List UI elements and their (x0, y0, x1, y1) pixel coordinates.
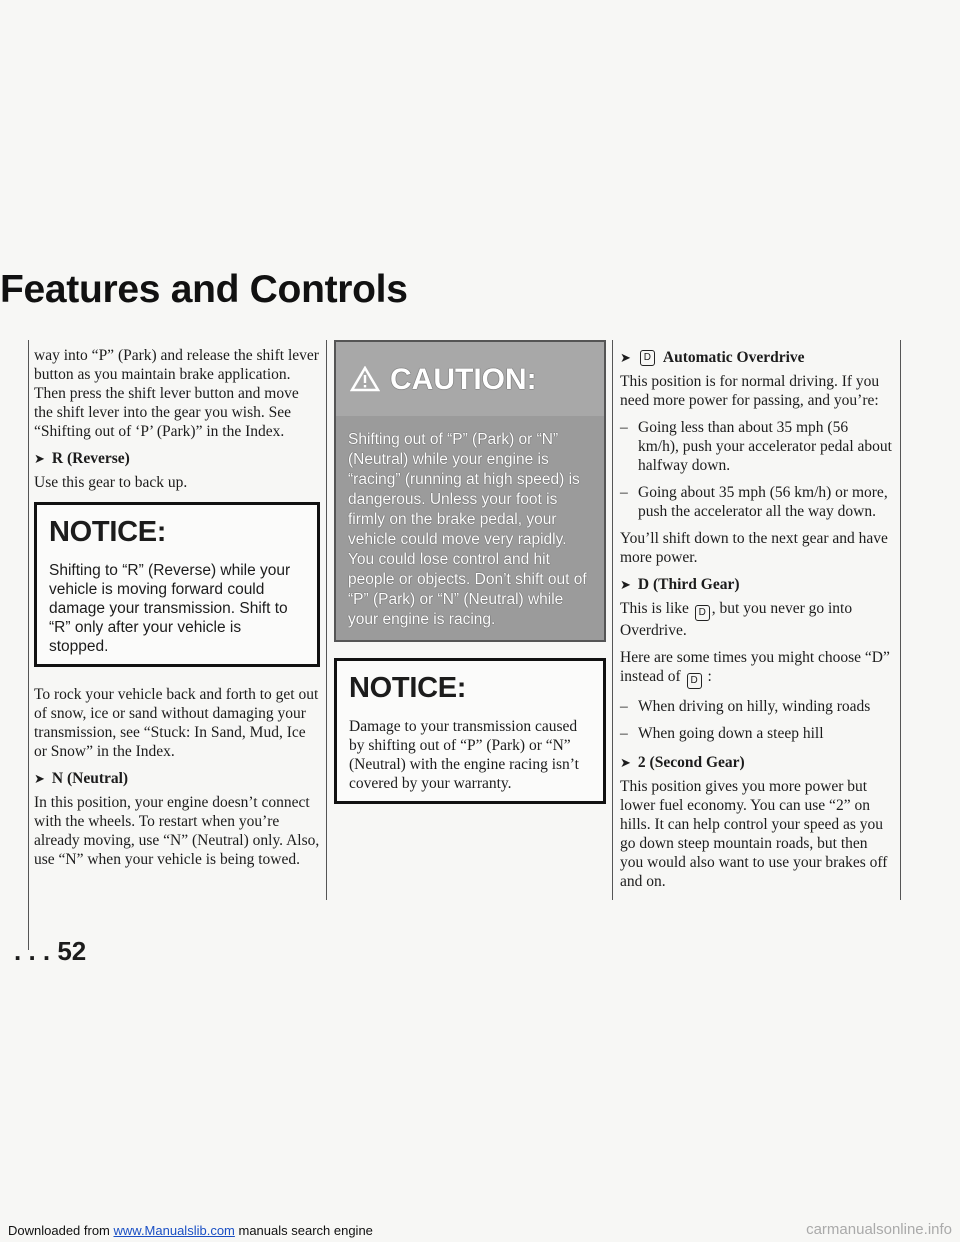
list-item (620, 483, 892, 521)
notice-text: Shifting to “R” (Reverse) while your vehicle is moving forward could damage your transmission. Shift to “R” only after your vehicle is stopped. (49, 562, 291, 655)
overdrive-text: This position is for normal driving. If you need more power for passing, and you’re: (620, 373, 880, 409)
list-item (620, 724, 892, 743)
caution-text: Shifting out of “P” (Park) or “N” (Neutral) while your engine is “racing” (running at high speed) is dangerous. Unless your foot is firmly on the brake pedal, your vehicle could move very rapidly. You could lose control and hit people or objects. Don’t shift out of “P” (Park) or “N” (Neutral) while your engine is racing. (336, 416, 604, 640)
column-rule-mid-left (326, 340, 327, 900)
third-gear-times-a: Here are some times you might choose “D” instead of (620, 649, 890, 685)
third-gear-text (620, 599, 892, 640)
caution-box (334, 340, 606, 642)
third-gear-times (620, 648, 892, 689)
overdrive-d-icon: D (687, 673, 702, 689)
list-item (620, 418, 892, 475)
bullet-icon: ➤ (620, 350, 631, 365)
dash: – (620, 419, 628, 436)
overdrive-d-icon: D (640, 350, 655, 366)
second-gear-heading (620, 753, 892, 772)
bullet-icon: ➤ (34, 771, 45, 786)
list-item-text: When driving on hilly, winding roads (638, 698, 871, 715)
column-rule-mid-right (612, 340, 613, 900)
neutral-text: In this position, your engine doesn’t connect with the wheels. To restart when you’re already moving, use “N” (Neutral) only. Also, use “N” when your vehicle is being towed. (34, 794, 320, 868)
manualslib-link[interactable]: www.Manualslib.com (113, 1223, 235, 1238)
rock-paragraph: To rock your vehicle back and forth to get out of snow, ice or sand without damaging your transmission, see “Stuck: In Sand, Mud, Ice or Snow” in the Index. (34, 686, 319, 760)
third-gear-text-a: This is like (620, 600, 689, 617)
column-rule-left (28, 340, 29, 950)
overdrive-heading (620, 348, 892, 367)
notice-box-warranty (334, 658, 606, 804)
third-gear-heading-text: D (Third Gear) (637, 576, 740, 593)
page-number: . . . 52 (14, 936, 87, 966)
column-left (34, 346, 320, 877)
notice-title: NOTICE: (349, 672, 467, 704)
notice-text: Damage to your transmission caused by shifting out of “P” (Park) or “N” (Neutral) with the engine racing isn’t covered by your warranty. (349, 718, 579, 792)
neutral-heading-text: N (Neutral) (51, 770, 129, 787)
column-right (620, 344, 892, 899)
dash: – (620, 725, 628, 742)
second-gear-heading-text: 2 (Second Gear) (637, 754, 745, 771)
intro-paragraph: way into “P” (Park) and release the shift lever button as you maintain brake application. Then press the shift lever button and move the shift lever into the gear you wish. See “Shifting out of ‘P’ (Park)” in the Index. (34, 347, 319, 440)
reverse-heading-text: R (Reverse) (51, 450, 130, 467)
warning-triangle-icon (350, 366, 380, 392)
column-rule-right (900, 340, 901, 900)
list-item (620, 697, 892, 716)
reverse-text: Use this gear to back up. (34, 474, 188, 491)
second-gear-text: This position gives you more power but lower fuel economy. You can use “2” on hills. It can help control your speed as you go down steep mountain roads, but then you would also want to use your brakes off and on. (620, 778, 888, 890)
caution-title: CAUTION: (390, 362, 537, 396)
overdrive-d-icon: D (695, 605, 710, 621)
watermark: carmanualsonline.info (806, 1221, 952, 1238)
page-title: Features and Controls (0, 268, 408, 311)
download-footer (8, 1223, 373, 1238)
download-suffix: manuals search engine (234, 1223, 373, 1238)
overdrive-heading-text: Automatic Overdrive (662, 349, 805, 366)
notice-title: NOTICE: (49, 516, 167, 548)
overdrive-after-text: You’ll shift down to the next gear and have more power. (620, 530, 888, 566)
bullet-icon: ➤ (620, 755, 631, 770)
third-gear-times-b: : (707, 668, 712, 685)
column-middle (334, 340, 606, 822)
third-gear-heading (620, 575, 892, 594)
list-item-text: When going down a steep hill (638, 725, 824, 742)
reverse-heading (34, 449, 320, 468)
download-prefix: Downloaded from (8, 1223, 114, 1238)
list-item-text: Going less than about 35 mph (56 km/h), push your accelerator pedal about halfway down. (638, 419, 892, 474)
neutral-heading (34, 769, 320, 788)
list-item-text: Going about 35 mph (56 km/h) or more, push the accelerator all the way down. (638, 484, 888, 520)
caution-header (336, 342, 604, 416)
bullet-icon: ➤ (34, 451, 45, 466)
dash: – (620, 698, 628, 715)
third-gear-text-b: , but you never go into Overdrive. (620, 600, 853, 639)
dash: – (620, 484, 628, 501)
notice-box-reverse (34, 502, 320, 667)
bullet-icon: ➤ (620, 577, 631, 592)
